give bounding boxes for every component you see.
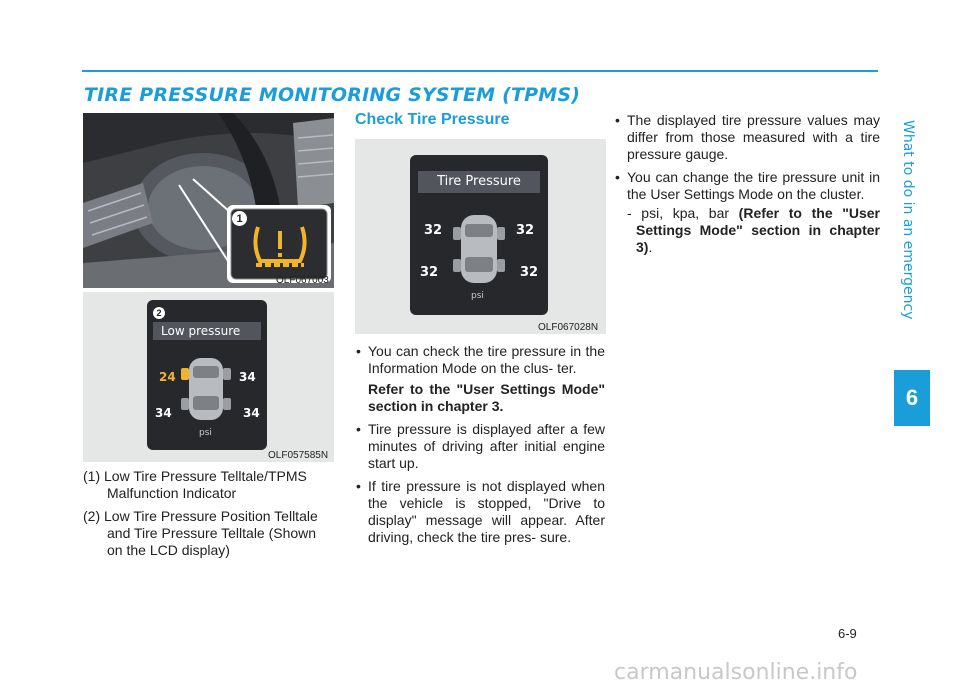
figure-tire-pressure xyxy=(355,139,606,334)
chapter-label-text: What to do in an emergency xyxy=(900,120,916,320)
figure-captions xyxy=(83,468,335,565)
tire-rl-value: 32 xyxy=(420,265,439,280)
check-pressure-text xyxy=(355,343,605,552)
bullet-text: You can check the tire pressure in the Information Mode on the clus- ter. xyxy=(368,343,605,376)
figure-low-pressure xyxy=(83,292,334,462)
tire-rl-value: 34 xyxy=(155,406,172,420)
check-tire-pressure-heading: Check Tire Pressure xyxy=(355,111,510,128)
notes-bullet-list xyxy=(614,112,880,203)
bullet-note: Refer to the "User Settings Mode" section in chapter 3. xyxy=(368,381,605,414)
list-item: • The displayed tire pressure values may differ from those measured with a tire pressure gauge. xyxy=(615,112,880,162)
page-number: 6-9 xyxy=(838,626,857,641)
car-top-view-icon xyxy=(453,213,505,285)
units-prefix: - psi, kpa, bar xyxy=(627,205,739,221)
tire-fl-value: 24 xyxy=(159,370,176,384)
tire-rr-value: 34 xyxy=(243,406,260,420)
figure-code: OLF067003 xyxy=(276,275,329,286)
bullet-text: The displayed tire pressure values may differ from those measured with a tire pressure gauge. xyxy=(627,112,880,162)
header-rule xyxy=(82,70,878,72)
pressure-unit: psi xyxy=(471,291,484,301)
bullet-text: You can change the tire pressure unit in the User Settings Mode on the cluster. xyxy=(627,169,880,202)
section-title: TIRE PRESSURE MONITORING SYSTEM (TPMS) xyxy=(84,84,581,106)
list-item: • You can check the tire pressure in the Information Mode on the clus- ter. Refer to the "User Settings Mode" section in chapter 3. xyxy=(356,343,605,414)
bullet-text: Tire pressure is displayed after a few minutes of driving after initial engine start up. xyxy=(368,421,605,471)
list-item: • If tire pressure is not displayed when the vehicle is stopped, "Drive to display" message will appear. After driving, check the tire pres- sure. xyxy=(356,478,605,545)
figure-code: OLF067028N xyxy=(538,322,599,333)
caption-1 xyxy=(83,468,335,502)
check-bullet-list xyxy=(355,343,605,546)
units-subitem xyxy=(614,205,880,256)
list-item: • Tire pressure is displayed after a few minutes of driving after initial engine start up. xyxy=(356,421,605,471)
tire-fl-value: 32 xyxy=(424,223,443,238)
caption-1-text: Low Tire Pressure Telltale/TPMS Malfunction Indicator xyxy=(104,468,307,501)
callout-1-number: 1 xyxy=(236,212,243,225)
lcd-title-tire-pressure: Tire Pressure xyxy=(418,171,540,193)
units-suffix: . xyxy=(648,239,653,255)
caption-2-num: (2) xyxy=(83,508,101,524)
callout-2-number: 2 xyxy=(156,308,162,318)
chapter-side-label xyxy=(887,70,929,370)
units-reference: (Refer to the "User Settings Mode" section in chapter 3) xyxy=(636,205,881,255)
tire-fr-value: 34 xyxy=(239,370,256,384)
tire-fr-value: 32 xyxy=(516,223,535,238)
car-top-view-icon xyxy=(181,356,231,422)
figure-dashboard-photo xyxy=(83,113,334,288)
callout-badge-2 xyxy=(153,307,165,319)
pressure-notes xyxy=(614,112,880,256)
caption-2-text: Low Tire Pressure Position Telltale and Tire Pressure Telltale (Shown on the LCD display) xyxy=(104,508,318,558)
tire-rr-value: 32 xyxy=(520,265,539,280)
bullet-text: If tire pressure is not displayed when the vehicle is stopped, "Drive to display" message will appear. After driving, check the tire pres- sure. xyxy=(368,478,605,545)
callout-badge-1 xyxy=(232,211,247,226)
list-item: • You can change the tire pressure unit in the User Settings Mode on the cluster. xyxy=(615,169,880,202)
caption-2 xyxy=(83,508,335,559)
caption-1-num: (1) xyxy=(83,468,101,484)
lcd-title-low-pressure: Low pressure xyxy=(153,322,261,340)
chapter-number-tab: 6 xyxy=(894,370,930,426)
figure-code: OLF057585N xyxy=(268,450,329,461)
lcd-display xyxy=(147,300,267,450)
pressure-unit: psi xyxy=(199,428,212,438)
watermark: carmanualsonline.info xyxy=(614,660,858,685)
lcd-display xyxy=(410,155,548,315)
tpms-warning-icon xyxy=(250,221,310,269)
